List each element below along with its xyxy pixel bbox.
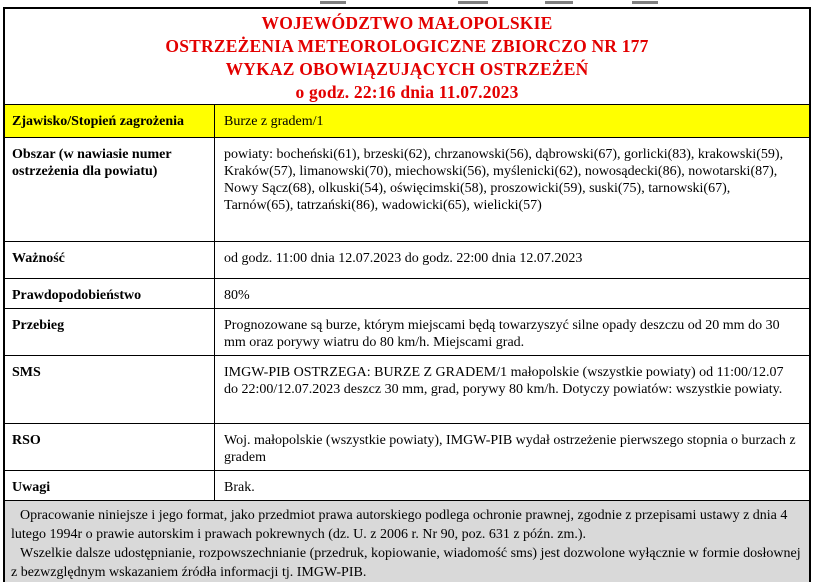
table-row-notes — [5, 471, 809, 501]
row-label-rso: RSO — [5, 424, 215, 470]
table-row-course — [5, 309, 809, 356]
copyright-footer — [5, 501, 809, 582]
row-value-notes: Brak. — [224, 480, 255, 495]
row-label-course: Przebieg — [5, 309, 215, 355]
footer-paragraph-distribution: Wszelkie dalsze udostępnianie, rozpowszechnianie (przedruk, kopiowanie, wiadomość sms) jest dozwolone wyłącznie w formie dosłownej z bezwzględnym wskazaniem źródła informacji tj. IMGW-PIB. — [11, 546, 801, 580]
header-voivodeship-title: WOJEWÓDZTWO MAŁOPOLSKIE — [261, 13, 553, 33]
row-value-rso: Woj. małopolskie (wszystkie powiaty), IMGW-PIB wydał ostrzeżenie pierwszego stopnia o burzach z gradem — [224, 433, 796, 465]
cropped-text-fragments — [0, 0, 816, 6]
table-row-probability — [5, 279, 809, 309]
row-label-sms: SMS — [5, 356, 215, 423]
header-issue-time: o godz. 22:16 dnia 11.07.2023 — [295, 82, 519, 102]
table-row-sms — [5, 356, 809, 424]
header-list-title: WYKAZ OBOWIĄZUJĄCYCH OSTRZEŻEŃ — [225, 59, 589, 79]
cropped-text-fragment — [458, 1, 488, 4]
warning-bulletin-table — [3, 7, 811, 582]
row-label-probability: Prawdopodobieństwo — [5, 279, 215, 308]
row-label-phenomenon: Zjawisko/Stopień zagrożenia — [5, 105, 215, 137]
row-label-area: Obszar (w nawiasie numer ostrzeżenia dla powiatu) — [5, 138, 215, 241]
row-value-course: Prognozowane są burze, którym miejscami będą towarzyszyć silne opady deszczu od 20 mm do 30 mm oraz porywy wiatru do 80 km/h. Miejscami grad. — [224, 318, 780, 350]
table-row-validity — [5, 242, 809, 279]
row-value-probability: 80% — [224, 288, 250, 303]
bulletin-header — [5, 9, 809, 105]
footer-paragraph-copyright: Opracowanie niniejsze i jego format, jako przedmiot prawa autorskiego podlega ochronie prawnej, zgodnie z przepisami ustawy z dnia 4 lutego 1994r o prawie autorskim i prawach pokrewnych (dz. U. z 2006 r. Nr 90, poz. 631 z późn. zm.). — [11, 508, 788, 542]
row-value-phenomenon: Burze z gradem/1 — [224, 114, 324, 129]
row-label-validity: Ważność — [5, 242, 215, 278]
cropped-text-fragment — [545, 1, 573, 4]
header-bulletin-number: OSTRZEŻENIA METEOROLOGICZNE ZBIORCZO NR 177 — [165, 36, 649, 56]
row-label-notes: Uwagi — [5, 471, 215, 500]
cropped-text-fragment — [632, 1, 658, 4]
row-value-sms: IMGW-PIB OSTRZEGA: BURZE Z GRADEM/1 małopolskie (wszystkie powiaty) od 11:00/12.07 do 22:00/12.07.2023 deszcz 30 mm, grad, porywy 80 km/h. Dotyczy powiatów: wszystkie powiaty. — [224, 365, 784, 397]
row-value-area: powiaty: bocheński(61), brzeski(62), chrzanowski(56), dąbrowski(67), gorlicki(83), krakowski(59), Kraków(57), limanowski(70), miechowski(56), myślenicki(62), nowosądecki(86), nowotarski(87), Nowy Sącz(68), olkuski(54), oświęcimski(58), proszowicki(59), suski(75), tarnowski(67), Tarnów(65), tatrzański(86), wadowicki(65), wielicki(57) — [224, 147, 784, 213]
table-row-phenomenon — [5, 105, 809, 138]
cropped-text-fragment — [320, 1, 346, 4]
table-row-area — [5, 138, 809, 242]
table-row-rso — [5, 424, 809, 471]
row-value-validity: od godz. 11:00 dnia 12.07.2023 do godz. 22:00 dnia 12.07.2023 — [224, 251, 583, 266]
